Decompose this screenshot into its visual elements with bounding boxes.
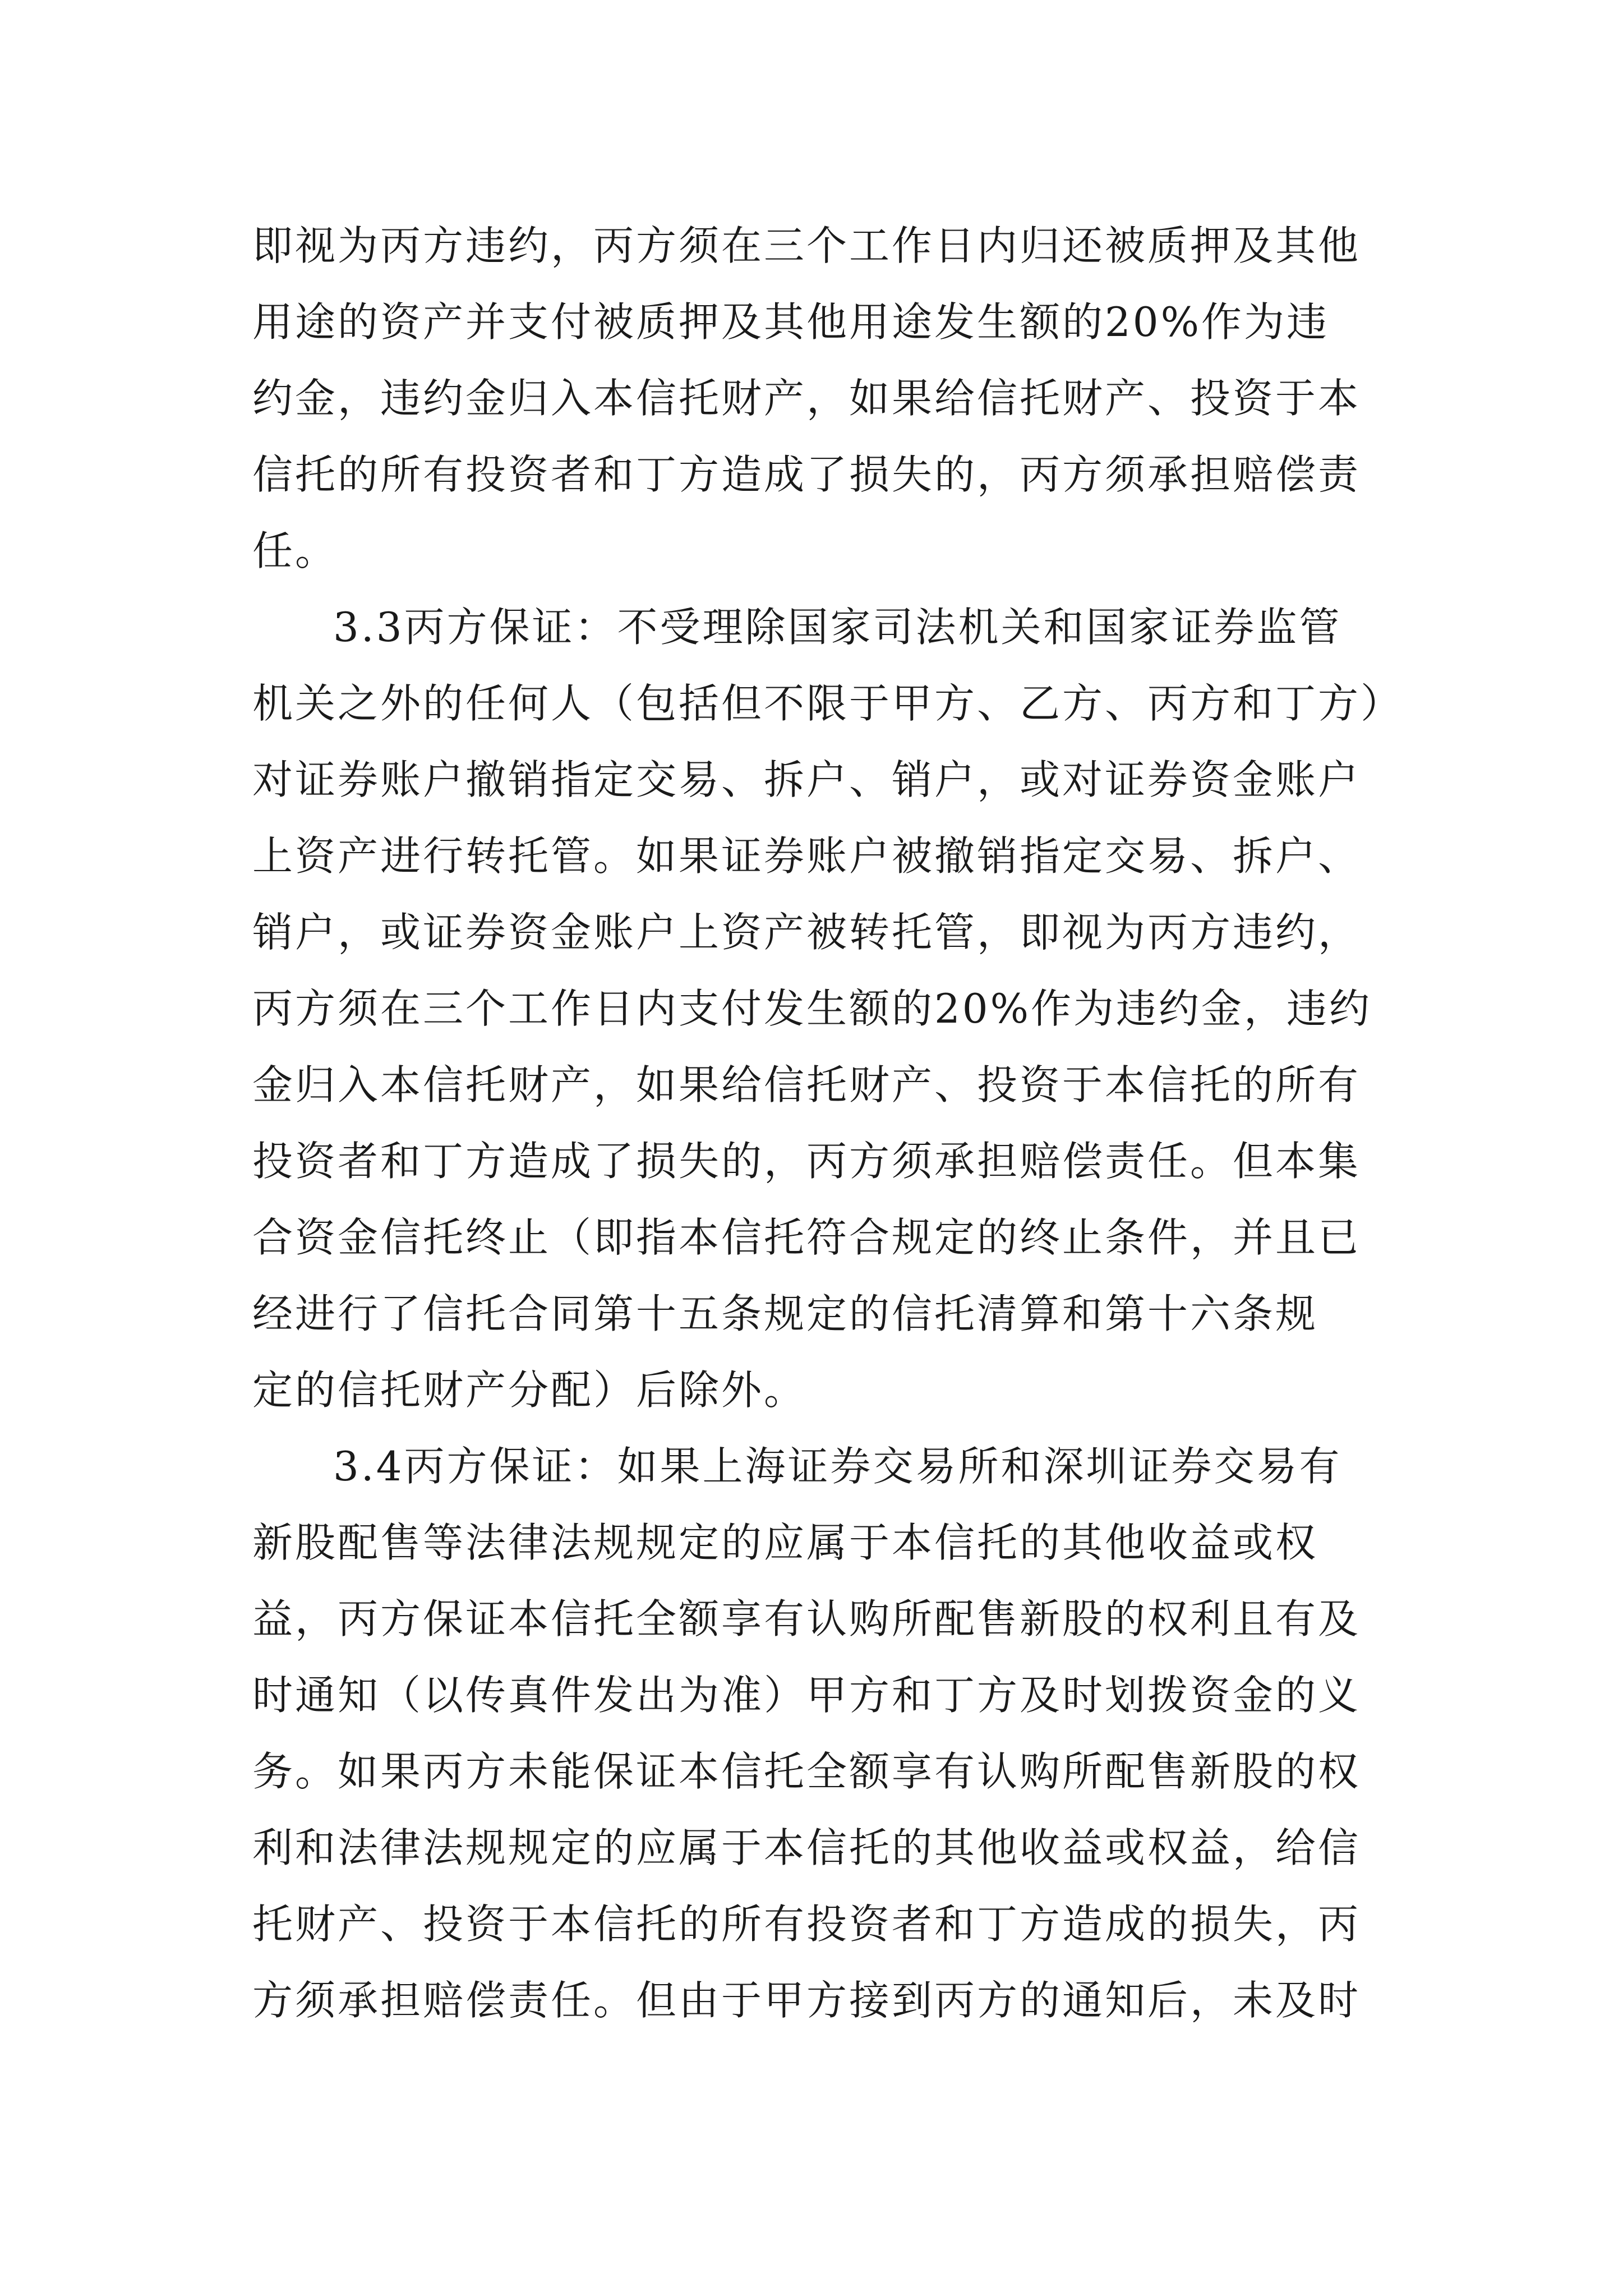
text-line: 投资者和丁方造成了损失的，丙方须承担赔偿责任。但本集 — [252, 1138, 1361, 1185]
text-line: 上资产进行转托管。如果证券账户被撤销指定交易、拆户、 — [252, 832, 1361, 880]
text-line: 时通知（以传真件发出为准）甲方和丁方及时划拨资金的义 — [252, 1672, 1361, 1719]
text-line: 对证券账户撤销指定交易、拆户、销户，或对证券资金账户 — [252, 756, 1361, 803]
text-line: 销户，或证券资金账户上资产被转托管，即视为丙方违约， — [252, 909, 1361, 956]
text-line: 机关之外的任何人（包括但不限于甲方、乙方、丙方和丁方） — [252, 680, 1404, 727]
clause-3-3-heading-line: 3.3丙方保证：不受理除国家司法机关和国家证券监管 — [333, 604, 1342, 651]
text-line: 合资金信托终止（即指本信托符合规定的终止条件，并且已 — [252, 1214, 1361, 1261]
text-line: 托财产、投资于本信托的所有投资者和丁方造成的损失，丙 — [252, 1901, 1361, 1948]
text-line: 任。 — [252, 527, 338, 574]
text-line: 利和法律法规规定的应属于本信托的其他收益或权益，给信 — [252, 1824, 1361, 1871]
text-line: 益，丙方保证本信托全额享有认购所配售新股的权利且有及 — [252, 1595, 1361, 1642]
text-line: 信托的所有投资者和丁方造成了损失的，丙方须承担赔偿责 — [252, 451, 1361, 498]
clause-3-4-heading-line: 3.4丙方保证：如果上海证券交易所和深圳证券交易有 — [333, 1443, 1342, 1490]
text-line: 约金，违约金归入本信托财产，如果给信托财产、投资于本 — [252, 375, 1361, 422]
text-line: 金归入本信托财产，如果给信托财产、投资于本信托的所有 — [252, 1061, 1361, 1108]
text-line: 新股配售等法律法规规定的应属于本信托的其他收益或权 — [252, 1519, 1318, 1566]
text-line: 务。如果丙方未能保证本信托全额享有认购所配售新股的权 — [252, 1748, 1361, 1795]
text-line: 经进行了信托合同第十五条规定的信托清算和第十六条规 — [252, 1290, 1318, 1337]
text-line: 定的信托财产分配）后除外。 — [252, 1366, 807, 1414]
text-line: 方须承担赔偿责任。但由于甲方接到丙方的通知后，未及时 — [252, 1977, 1361, 2024]
text-line: 丙方须在三个工作日内支付发生额的20%作为违约金，违约 — [252, 985, 1372, 1032]
text-line: 用途的资产并支付被质押及其他用途发生额的20%作为违 — [252, 298, 1330, 346]
text-line: 即视为丙方违约，丙方须在三个工作日内归还被质押及其他 — [252, 222, 1361, 269]
